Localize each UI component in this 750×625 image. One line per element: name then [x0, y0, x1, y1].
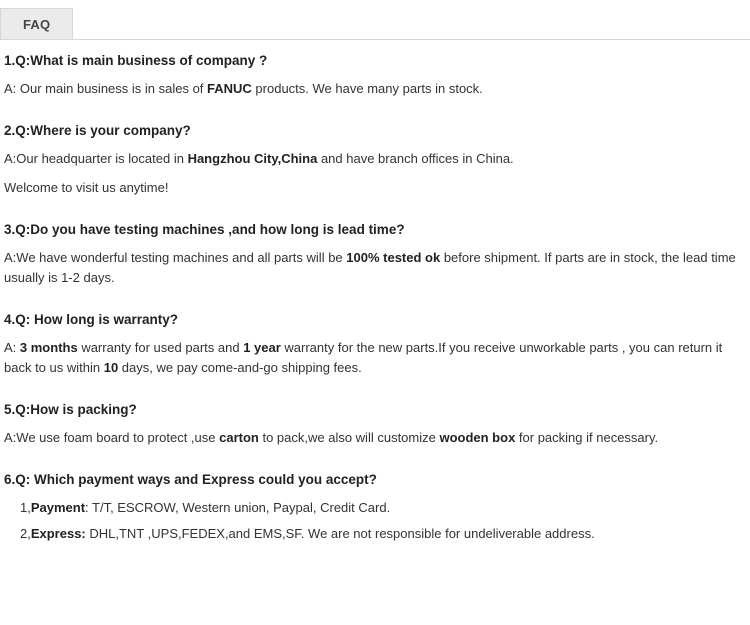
faq-sub-item: [4, 498, 742, 517]
answer-text: A: Our main business is in sales of: [4, 81, 208, 96]
answer-text: warranty for the new parts.If you receive unworkable parts , you can return it back to us within: [4, 340, 723, 375]
faq-question: 1.Q:What is main business of company ?: [4, 53, 268, 68]
faq-answer-secondary: [4, 178, 742, 198]
answer-text: A:We have wonderful testing machines and all parts will be: [4, 250, 347, 265]
answer-text: warranty for used parts and: [77, 340, 244, 355]
faq-question: 3.Q:Do you have testing machines ,and how long is lead time?: [4, 222, 405, 237]
tab-faq[interactable]: [0, 8, 73, 39]
sub-item-index: 1,: [20, 500, 31, 515]
faq-sub-item: [4, 524, 742, 543]
answer-text: for packing if necessary.: [515, 430, 659, 445]
section-spacer: [4, 457, 742, 471]
sub-item-index: 2,: [20, 526, 31, 541]
tab-bar: [0, 0, 750, 40]
section-spacer: [4, 108, 742, 122]
faq-question: 4.Q: How long is warranty?: [4, 312, 179, 327]
faq-answer: [4, 338, 739, 378]
tab-faq-label: FAQ: [23, 16, 51, 32]
answer-text: before shipment. If parts are in stock, the lead time usually is 1-2 days.: [4, 250, 736, 285]
sub-item-label: Payment: [30, 500, 86, 515]
answer-emphasis: FANUC: [207, 81, 252, 96]
sub-item-text: : T/T, ESCROW, Western union, Paypal, Credit Card.: [85, 500, 391, 515]
sub-item-text: DHL,TNT ,UPS,FEDEX,and EMS,SF. We are not responsible for undeliverable address.: [85, 526, 595, 541]
faq-question: 5.Q:How is packing?: [4, 402, 137, 417]
section-spacer: [4, 297, 742, 311]
faq-content: [0, 40, 750, 543]
faq-answer: [4, 248, 739, 288]
section-spacer: [4, 207, 742, 221]
faq-question: 6.Q: Which payment ways and Express could you accept?: [4, 472, 377, 487]
answer-emphasis: carton: [219, 430, 259, 445]
answer-text: days, we pay come-and-go shipping fees.: [118, 360, 362, 375]
answer-text: products. We have many parts in stock.: [251, 81, 483, 96]
answer-emphasis: 1 year: [243, 340, 281, 355]
answer-text: to pack,we also will customize: [258, 430, 440, 445]
answer-text: A:We use foam board to protect ,use: [4, 430, 220, 445]
faq-question: 2.Q:Where is your company?: [4, 123, 191, 138]
faq-answer: [4, 149, 742, 169]
answer-emphasis: Hangzhou City,China: [187, 151, 318, 166]
answer-emphasis: 3 months: [19, 340, 78, 355]
faq-answer: [4, 79, 742, 99]
faq-answer: [4, 428, 739, 448]
answer-emphasis: 100% tested ok: [346, 250, 441, 265]
answer-text: A:Our headquarter is located in: [4, 151, 188, 166]
answer-emphasis: wooden box: [439, 430, 516, 445]
answer-emphasis: 10: [103, 360, 119, 375]
section-spacer: [4, 387, 742, 401]
answer-text: A:: [4, 340, 20, 355]
sub-item-label: Express:: [30, 526, 86, 541]
answer-text: and have branch offices in China.: [317, 151, 514, 166]
answer-text: Welcome to visit us anytime!: [4, 180, 169, 195]
